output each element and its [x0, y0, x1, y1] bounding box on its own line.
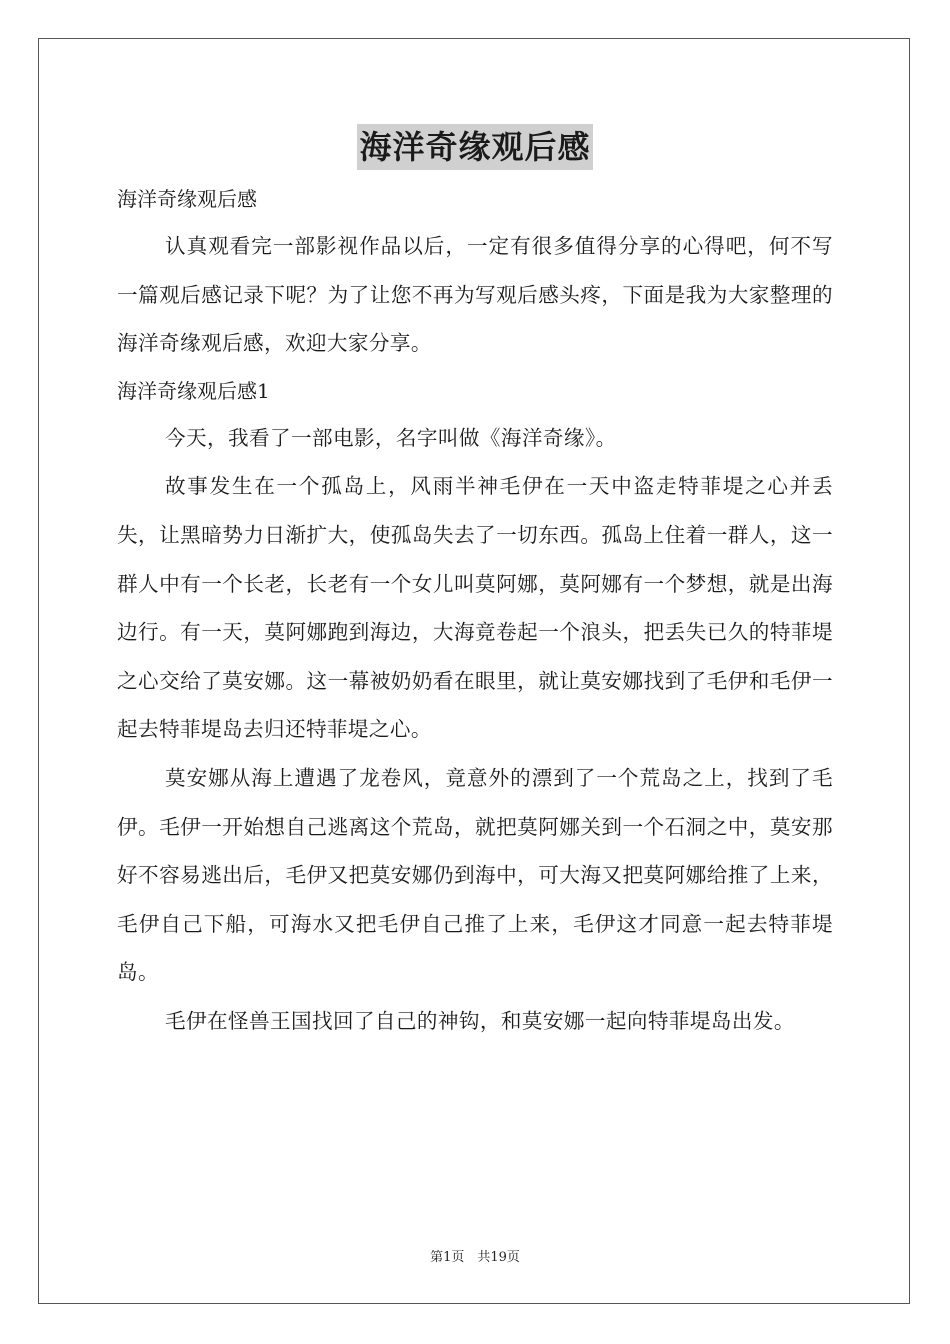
intro-paragraph: 认真观看完一部影视作品以后，一定有很多值得分享的心得吧，何不写一篇观后感记录下呢？为了让您不再为写观后感头疼，下面是我为大家整理的海洋奇缘观后感，欢迎大家分享。 — [117, 234, 833, 356]
document-heading: 海洋奇缘观后感 — [117, 187, 257, 211]
document-title: 海洋奇缘观后感 — [357, 124, 592, 170]
section-heading: 海洋奇缘观后感1 — [117, 378, 270, 403]
body-paragraph: 故事发生在一个孤岛上，风雨半神毛伊在一天中盗走特菲堤之心并丢失，让黑暗势力日渐扩大，使孤岛失去了一切东西。孤岛上住着一群人，这一群人中有一个长老，长老有一个女儿叫莫阿娜，莫阿娜有一个梦想，就是出海边行。有一天，莫阿娜跑到海边，大海竟卷起一个浪头，把丢失已久的特菲堤之心交给了莫安娜。这一幕被奶奶看在眼里，就让莫安娜找到了毛伊和毛伊一起去特菲堤岛去归还特菲堤之心。 — [117, 474, 833, 742]
body-paragraph: 莫安娜从海上遭遇了龙卷风，竟意外的漂到了一个荒岛之上，找到了毛伊。毛伊一开始想自己逃离这个荒岛，就把莫阿娜关到一个石洞之中，莫安那好不容易逃出后，毛伊又把莫安娜仍到海中，可大海又把莫阿娜给推了上来，毛伊自己下船，可海水又把毛伊自己推了上来，毛伊这才同意一起去特菲堤岛。 — [117, 765, 833, 985]
page-number: 第1页 共19页 — [430, 1250, 520, 1265]
body-paragraph: 毛伊在怪兽王国找回了自己的神钩，和莫安娜一起向特菲堤岛出发。 — [165, 1008, 795, 1033]
body-paragraph: 今天，我看了一部电影，名字叫做《海洋奇缘》。 — [165, 425, 617, 450]
document-body — [117, 176, 833, 1046]
page-footer — [0, 1246, 950, 1265]
title-wrap — [0, 124, 950, 170]
